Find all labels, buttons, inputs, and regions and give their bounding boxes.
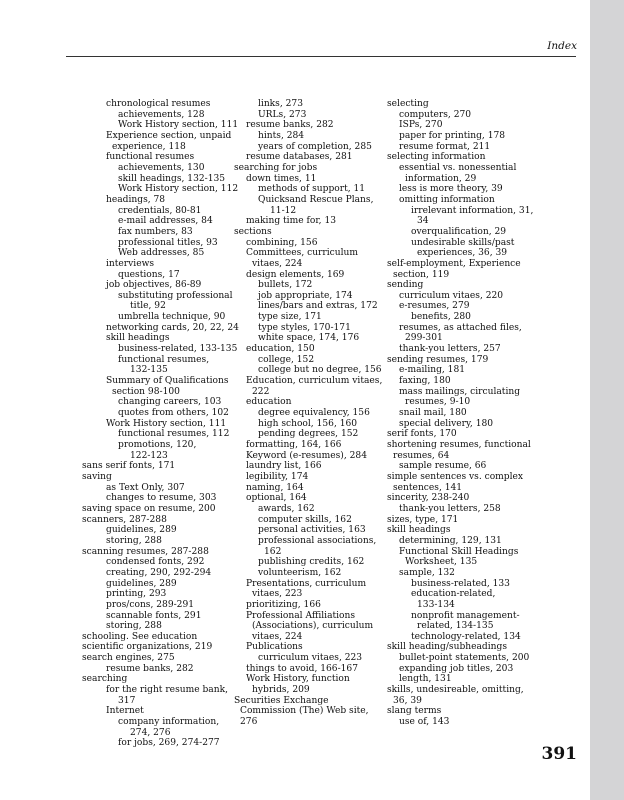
index-entry: quotes from others, 102 — [118, 408, 229, 419]
index-entry: section 98-100 — [112, 386, 180, 397]
index-entry: scannable fonts, 291 — [106, 610, 202, 621]
index-entry: resumes, 9-10 — [405, 397, 471, 408]
index-entry: Internet — [106, 706, 144, 717]
index-entry: sincerity, 238-240 — [387, 493, 470, 504]
index-entry: Professional Affiliations — [246, 610, 356, 621]
index-entry: undesirable skills/past — [411, 237, 515, 248]
index-entry: optional, 164 — [246, 493, 307, 504]
index-entry: things to avoid, 166-167 — [246, 663, 359, 674]
running-head: Index — [547, 40, 577, 52]
index-entry: Web addresses, 85 — [118, 248, 205, 259]
index-entry: changing careers, 103 — [118, 397, 222, 408]
index-entry: experience, 118 — [112, 141, 186, 152]
index-entry: omitting information — [399, 194, 495, 205]
index-entry: credentials, 80-81 — [118, 205, 202, 216]
index-entry: essential vs. nonessential — [399, 162, 517, 173]
index-entry: chronological resumes — [106, 99, 211, 109]
index-entry: down times, 11 — [246, 173, 317, 184]
index-entry: achievements, 128 — [118, 109, 205, 120]
index-entry: faxing, 180 — [399, 376, 451, 387]
index-entry: information, 29 — [405, 173, 477, 184]
index-entry: college but no degree, 156 — [258, 365, 382, 376]
index-entry: irrelevant information, 31, — [411, 205, 534, 216]
index-entry: computer skills, 162 — [258, 514, 352, 525]
index-entry: selecting information — [387, 152, 486, 163]
index-entry: simple sentences vs. complex — [387, 471, 524, 482]
index-entry: 317 — [118, 695, 136, 706]
index-entry: college, 152 — [258, 354, 315, 365]
index-entry: methods of support, 11 — [258, 184, 366, 195]
index-entry: section, 119 — [393, 269, 450, 280]
index-entry: 162 — [264, 546, 282, 557]
index-entry: creating, 290, 292-294 — [106, 567, 212, 578]
index-entry: personal activities, 163 — [258, 525, 366, 536]
index-entry: substituting professional — [118, 290, 233, 301]
index-entry: sample resume, 66 — [399, 461, 487, 472]
index-entry: sentences, 141 — [393, 482, 463, 493]
index-entry: serif fonts, 170 — [387, 429, 457, 440]
index-entry: mass mailings, circulating — [399, 386, 521, 397]
index-entry: scanners, 287-288 — [82, 514, 167, 525]
page-number: 391 — [541, 744, 577, 764]
index-entry: searching — [82, 674, 128, 685]
index-entry: storing, 288 — [106, 621, 162, 632]
index-entry: 276 — [240, 717, 258, 728]
index-entry: years of completion, 285 — [258, 141, 372, 152]
index-column-2 — [234, 99, 382, 728]
index-entry: business-related, 133-135 — [118, 344, 238, 355]
index-entry: scanning resumes, 287-288 — [82, 546, 209, 557]
index-entry: vitaes, 223 — [252, 589, 303, 600]
index-entry: scientific organizations, 219 — [82, 642, 213, 653]
index-entry: Functional Skill Headings — [399, 546, 519, 557]
index-entry: bullets, 172 — [258, 280, 313, 291]
index-entry: as Text Only, 307 — [106, 482, 185, 493]
index-entry: special delivery, 180 — [399, 418, 494, 429]
index-entry: resume format, 211 — [399, 141, 491, 152]
index-entry: title, 92 — [130, 301, 166, 312]
index-entry: for jobs, 269, 274-277 — [118, 738, 220, 749]
index-entry: Work History, function — [246, 674, 350, 685]
index-entry: prioritizing, 166 — [246, 599, 321, 610]
index-entry: printing, 293 — [106, 589, 167, 600]
index-entry: changes to resume, 303 — [106, 493, 217, 504]
index-entry: sans serif fonts, 171 — [82, 461, 176, 472]
index-entry: Presentations, curriculum — [246, 578, 367, 589]
index-entry: company information, — [118, 717, 220, 728]
index-entry: Keyword (e-resumes), 284 — [246, 450, 367, 461]
index-entry: business-related, 133 — [411, 578, 510, 589]
index-entry: education, 150 — [246, 344, 315, 355]
index-entry: job objectives, 86-89 — [106, 280, 202, 291]
index-entry: searching for jobs — [234, 162, 318, 173]
index-entry: use of, 143 — [399, 717, 450, 728]
index-entry: education-related, — [411, 589, 496, 600]
index-entry: computers, 270 — [399, 109, 472, 120]
index-entry: professional associations, — [258, 535, 377, 546]
index-entry: saving — [82, 471, 112, 482]
index-entry: skill headings — [387, 525, 451, 536]
index-entry: benefits, 280 — [411, 312, 471, 323]
index-entry: thank-you letters, 258 — [399, 503, 501, 514]
index-entry: determining, 129, 131 — [399, 535, 502, 546]
index-entry: ISPs, 270 — [399, 120, 443, 131]
index-entry: vitaes, 224 — [252, 631, 303, 642]
index-entry: pros/cons, 289-291 — [106, 599, 195, 610]
index-entry: saving space on resume, 200 — [82, 503, 216, 514]
index-entry: 36, 39 — [393, 695, 422, 706]
index-entry: experiences, 36, 39 — [417, 248, 508, 259]
index-entry: curriculum vitaes, 223 — [258, 653, 363, 664]
index-entry: networking cards, 20, 22, 24 — [106, 322, 239, 333]
index-entry: skills, undesireable, omitting, — [387, 685, 524, 696]
index-entry: pending degrees, 152 — [258, 429, 359, 440]
index-entry: schooling. See education — [82, 631, 198, 642]
index-entry: expanding job titles, 203 — [399, 663, 514, 674]
index-entry: less is more theory, 39 — [399, 184, 503, 195]
index-entry: functional resumes, 112 — [118, 429, 230, 440]
index-entry: awards, 162 — [258, 503, 315, 514]
index-entry: sections — [234, 226, 272, 237]
index-entry: sending resumes, 179 — [387, 354, 489, 365]
index-entry: hybrids, 209 — [252, 685, 310, 696]
index-entry: vitaes, 224 — [252, 258, 303, 269]
index-entry: Commission (The) Web site, — [240, 706, 369, 717]
index-entry: 274, 276 — [130, 727, 171, 738]
index-entry: publishing credits, 162 — [258, 557, 365, 568]
index-entry: questions, 17 — [118, 269, 180, 280]
index-entry: resume databases, 281 — [246, 152, 353, 163]
index-entry: achievements, 130 — [118, 162, 205, 173]
index-entry: related, 134-135 — [417, 621, 494, 632]
index-entry: Committees, curriculum — [246, 248, 358, 259]
index-entry: Work History section, 111 — [106, 418, 227, 429]
index-entry: 132-135 — [130, 365, 168, 376]
index-entry: education — [246, 397, 292, 408]
index-entry: Work History section, 112 — [118, 184, 239, 195]
index-entry: technology-related, 134 — [411, 631, 521, 642]
index-entry: 133-134 — [417, 599, 455, 610]
index-entry: skill headings — [106, 333, 170, 344]
index-entry: sizes, type, 171 — [387, 514, 459, 525]
index-entry: snail mail, 180 — [399, 408, 467, 419]
index-entry: for the right resume bank, — [106, 685, 228, 696]
index-entry: Work History section, 111 — [118, 120, 239, 131]
index-entry: naming, 164 — [246, 482, 304, 493]
index-entry: 222 — [252, 386, 270, 397]
index-entry: 122-123 — [130, 450, 168, 461]
index-entry: design elements, 169 — [246, 269, 345, 280]
index-entry: job appropriate, 174 — [258, 290, 353, 301]
index-entry: curriculum vitaes, 220 — [399, 290, 504, 301]
index-entry: thank-you letters, 257 — [399, 344, 501, 355]
index-entry: high school, 156, 160 — [258, 418, 358, 429]
index-column-1 — [82, 99, 239, 749]
index-entry: combining, 156 — [246, 237, 318, 248]
index-entry: skill heading/subheadings — [387, 642, 508, 653]
index-entry: resume banks, 282 — [106, 663, 194, 674]
index-entry: umbrella technique, 90 — [118, 312, 226, 323]
header-rule — [66, 56, 576, 57]
index-entry: resumes, 64 — [393, 450, 450, 461]
index-entry: degree equivalency, 156 — [258, 408, 370, 419]
page-gutter — [590, 0, 624, 800]
index-entry: legibility, 174 — [246, 471, 309, 482]
index-entry: 34 — [417, 216, 429, 227]
index-entry: (Associations), curriculum — [252, 621, 374, 632]
index-entry: sending — [387, 280, 424, 291]
index-entry: lines/bars and extras, 172 — [258, 301, 378, 312]
index-entry: volunteerism, 162 — [258, 567, 342, 578]
index-entry: functional resumes — [106, 152, 195, 163]
index-entry: making time for, 13 — [246, 216, 337, 227]
index-entry: shortening resumes, functional — [387, 440, 531, 450]
index-entry: slang terms — [387, 706, 442, 717]
index-entry: links, 273 — [258, 99, 303, 109]
index-entry: selecting — [387, 99, 429, 109]
index-entry: length, 131 — [399, 674, 452, 685]
index-entry: URLs, 273 — [258, 109, 307, 120]
index-entry: Worksheet, 135 — [405, 557, 478, 568]
index-entry: Publications — [246, 642, 303, 653]
index-entry: Education, curriculum vitaes, — [246, 376, 383, 387]
index-entry: bullet-point statements, 200 — [399, 653, 530, 664]
index-entry: overqualification, 29 — [411, 226, 507, 237]
index-entry: fax numbers, 83 — [118, 226, 193, 237]
index-entry: laundry list, 166 — [246, 461, 322, 472]
index-entry: resumes, as attached files, — [399, 322, 522, 333]
index-entry: 11-12 — [270, 205, 297, 216]
index-entry: guidelines, 289 — [106, 578, 177, 589]
index-entry: self-employment, Experience — [387, 258, 521, 269]
index-entry: condensed fonts, 292 — [106, 557, 205, 568]
index-entry: hints, 284 — [258, 130, 305, 141]
index-entry: resume banks, 282 — [246, 120, 334, 131]
index-entry: interviews — [106, 258, 155, 269]
index-entry: functional resumes, — [118, 354, 210, 365]
index-entry: Summary of Qualifications — [106, 376, 229, 387]
index-entry: Quicksand Rescue Plans, — [258, 194, 374, 205]
index-entry: search engines, 275 — [82, 653, 175, 664]
index-entry: e-resumes, 279 — [399, 301, 470, 312]
index-entry: skill headings, 132-135 — [118, 173, 226, 184]
index-column-3 — [387, 99, 532, 728]
index-entry: promotions, 120, — [118, 440, 197, 450]
index-entry: type styles, 170-171 — [258, 322, 351, 333]
index-entry: type size, 171 — [258, 312, 322, 323]
index-entry: headings, 78 — [106, 194, 166, 205]
index-entry: sample, 132 — [399, 567, 455, 578]
index-entry: e-mail addresses, 84 — [118, 216, 213, 227]
index-entry: nonprofit management- — [411, 610, 520, 621]
index-entry: guidelines, 289 — [106, 525, 177, 536]
index-entry: 299-301 — [405, 333, 443, 344]
index-entry: white space, 174, 176 — [258, 333, 360, 344]
index-entry: Securities Exchange — [234, 695, 329, 706]
index-entry: Experience section, unpaid — [106, 130, 232, 141]
index-entry: e-mailing, 181 — [399, 365, 466, 376]
index-entry: professional titles, 93 — [118, 237, 218, 248]
index-entry: formatting, 164, 166 — [246, 440, 342, 450]
index-entry: paper for printing, 178 — [399, 130, 506, 141]
index-entry: storing, 288 — [106, 535, 162, 546]
